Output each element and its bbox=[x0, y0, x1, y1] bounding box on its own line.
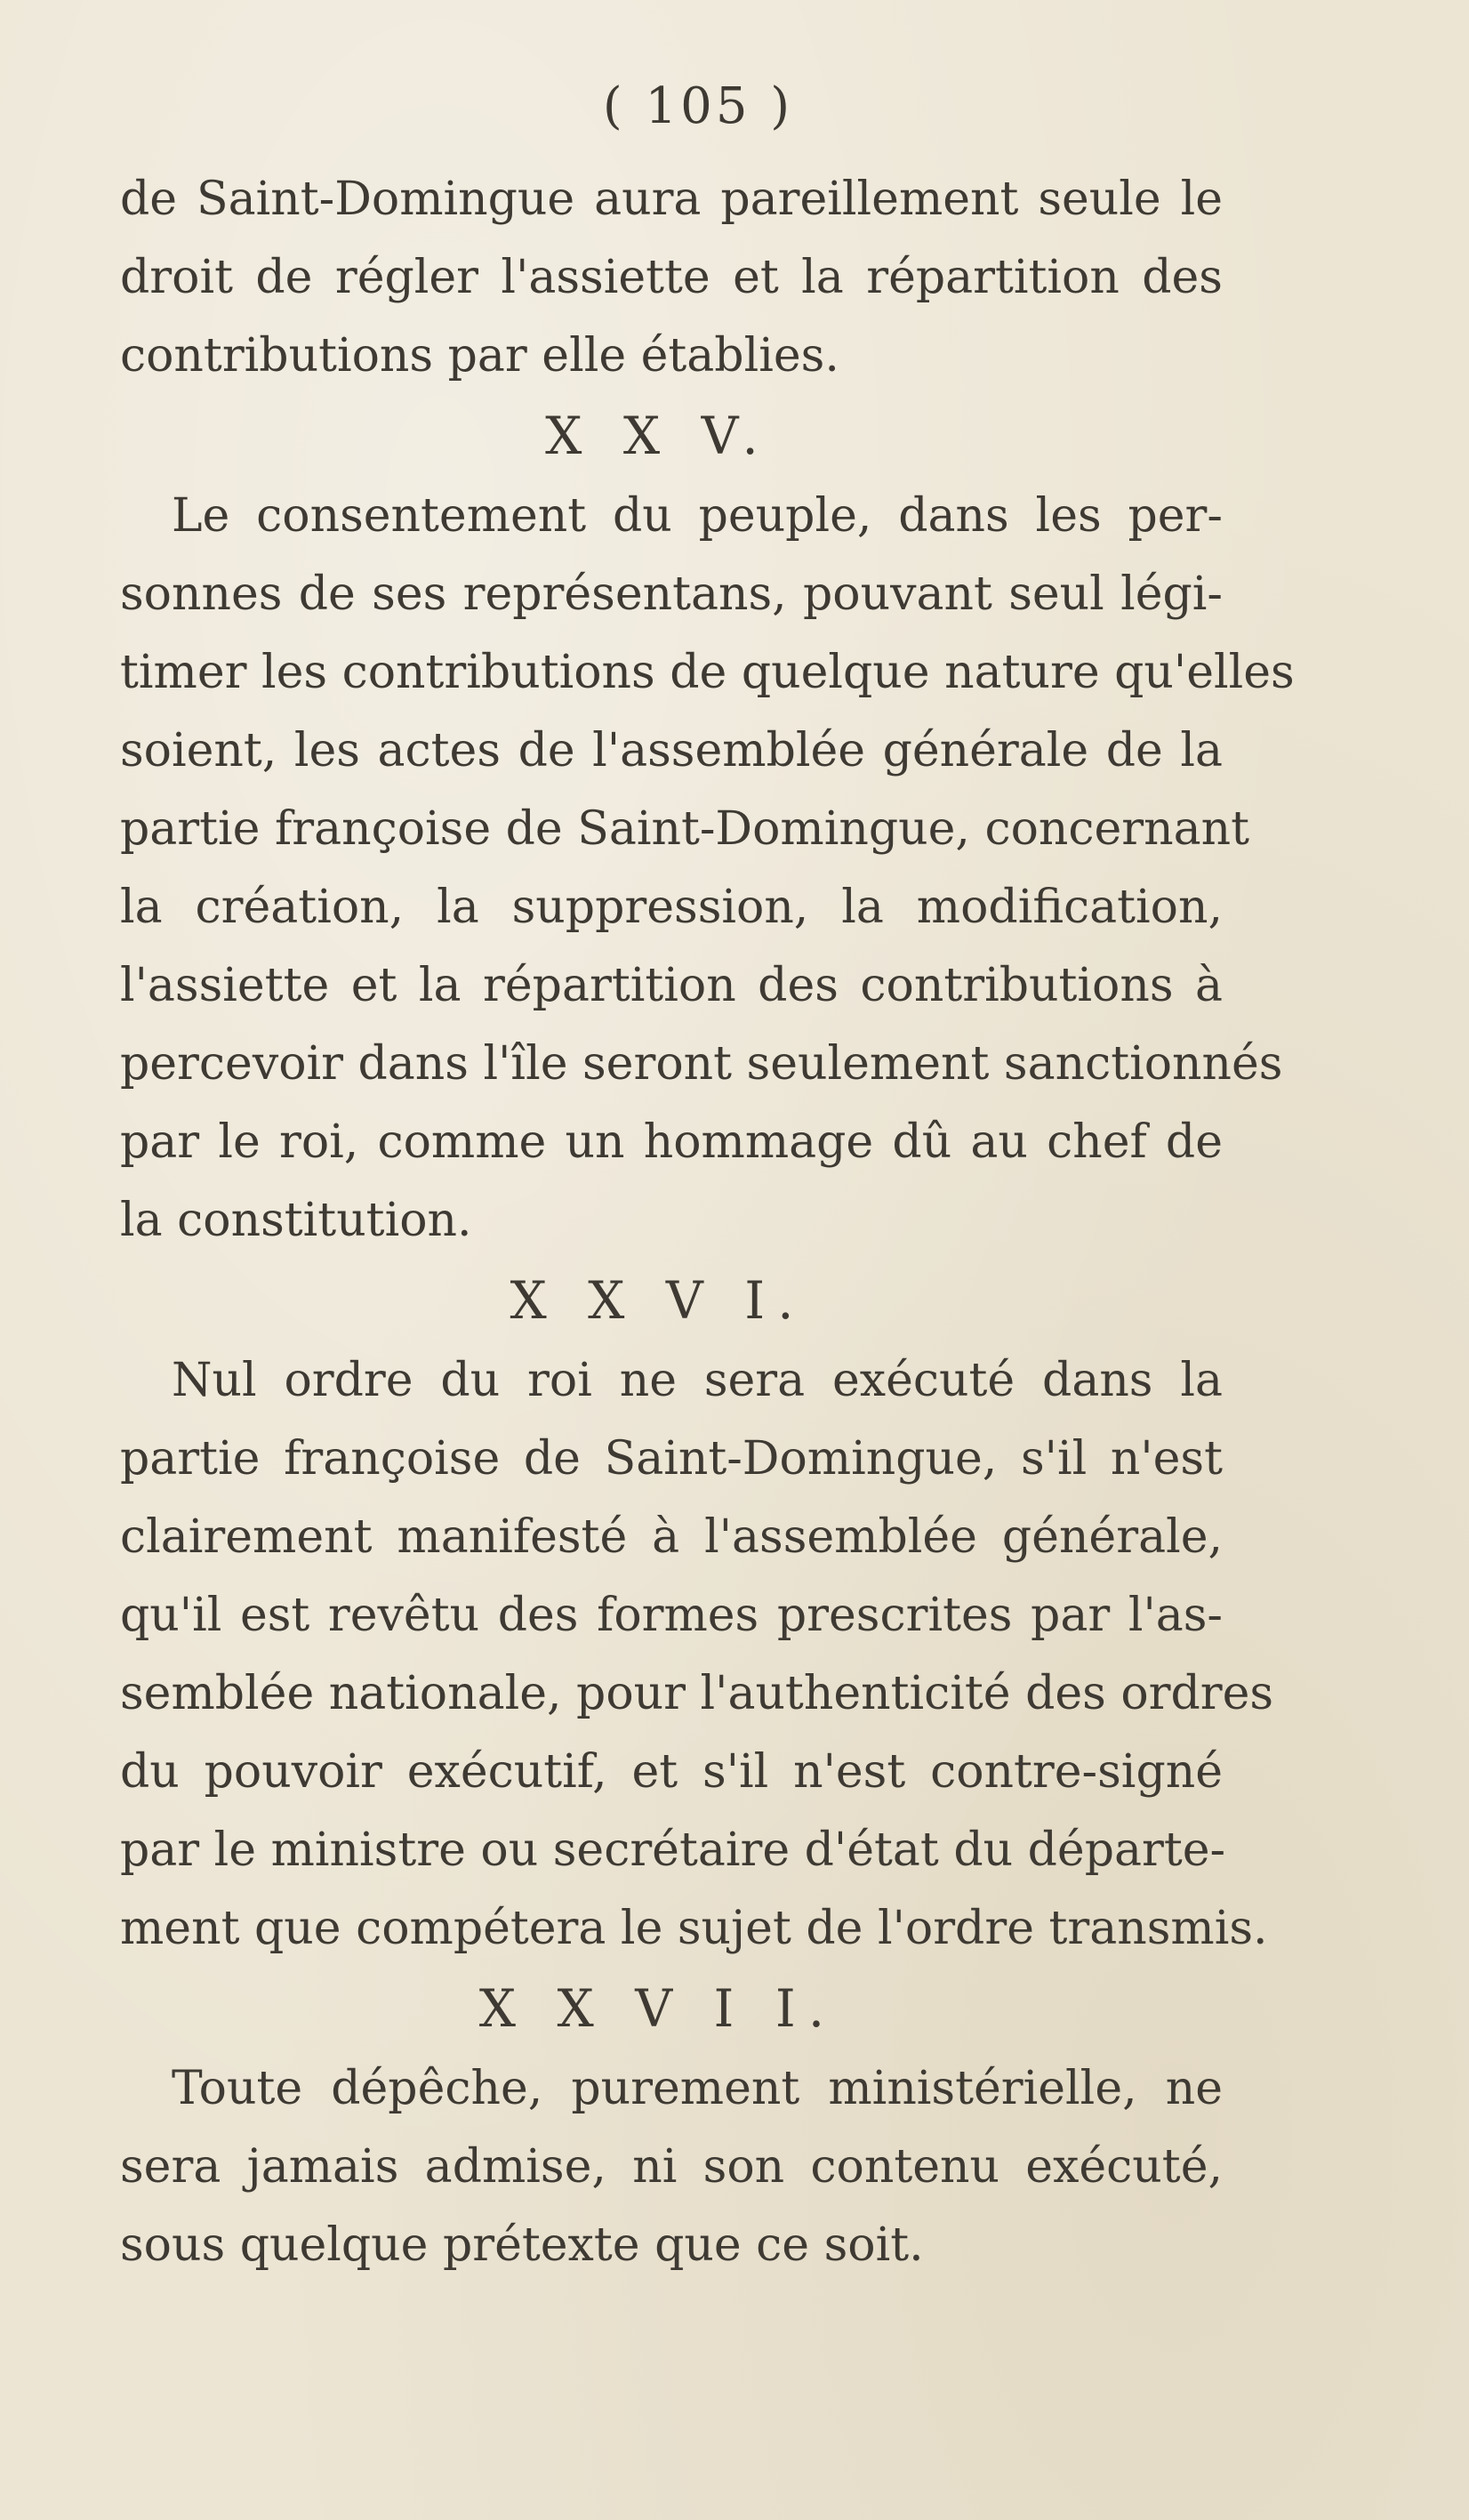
article-26 bbox=[120, 1260, 1274, 1968]
text-line: du pouvoir exécutif, et s'il n'est contre-signé bbox=[120, 1745, 1223, 1799]
text-line: ment que compétera le sujet de l'ordre transmis. bbox=[120, 1902, 1268, 1955]
text-line: par le roi, comme un hommage dû au chef de bbox=[120, 1115, 1223, 1169]
text-line: clairement manifesté à l'assemblée générale, bbox=[120, 1510, 1223, 1564]
text-line: l'assiette et la répartition des contributions à bbox=[120, 959, 1223, 1012]
article-heading: X X V I I. bbox=[478, 1978, 838, 2039]
article-heading: X X V I. bbox=[510, 1270, 807, 1331]
text-line: sonnes de ses représentans, pouvant seul légi- bbox=[120, 568, 1223, 621]
text-line: partie françoise de Saint-Domingue, concernant bbox=[120, 802, 1250, 856]
article-25 bbox=[120, 395, 1295, 1260]
text-line: Toute dépêche, purement ministérielle, ne bbox=[172, 2062, 1223, 2115]
text-line: partie françoise de Saint-Domingue, s'il n'est bbox=[120, 1432, 1223, 1485]
opening-paragraph bbox=[120, 160, 1223, 395]
text-line: contributions par elle établies. bbox=[120, 329, 839, 382]
text-line: la création, la suppression, la modification, bbox=[120, 881, 1223, 934]
article-27 bbox=[120, 1968, 1223, 2284]
text-line: de Saint-Domingue aura pareillement seule le bbox=[120, 173, 1223, 226]
page-number: ( 105 ) bbox=[602, 77, 794, 135]
text-line: qu'il est revêtu des formes prescrites par l'as- bbox=[120, 1589, 1223, 1642]
article-heading: X X V. bbox=[545, 406, 771, 466]
text-line: par le ministre ou secrétaire d'état du départe- bbox=[120, 1824, 1226, 1877]
text-line: Nul ordre du roi ne sera exécuté dans la bbox=[172, 1354, 1223, 1407]
text-line: Le consentement du peuple, dans les per- bbox=[172, 489, 1223, 543]
text-line: sera jamais admise, ni son contenu exécuté, bbox=[120, 2140, 1223, 2194]
text-line: droit de régler l'assiette et la répartition des bbox=[120, 251, 1223, 304]
text-line: la constitution. bbox=[120, 1194, 472, 1247]
text-line: semblée nationale, pour l'authenticité des ordres bbox=[120, 1667, 1274, 1720]
page-text bbox=[120, 53, 1295, 2284]
text-line: sous quelque prétexte que ce soit. bbox=[120, 2218, 924, 2272]
text-line: soient, les actes de l'assemblée générale de la bbox=[120, 724, 1223, 777]
text-line: timer les contributions de quelque nature qu'elles bbox=[120, 646, 1295, 699]
text-line: percevoir dans l'île seront seulement sanctionnés bbox=[120, 1037, 1283, 1091]
